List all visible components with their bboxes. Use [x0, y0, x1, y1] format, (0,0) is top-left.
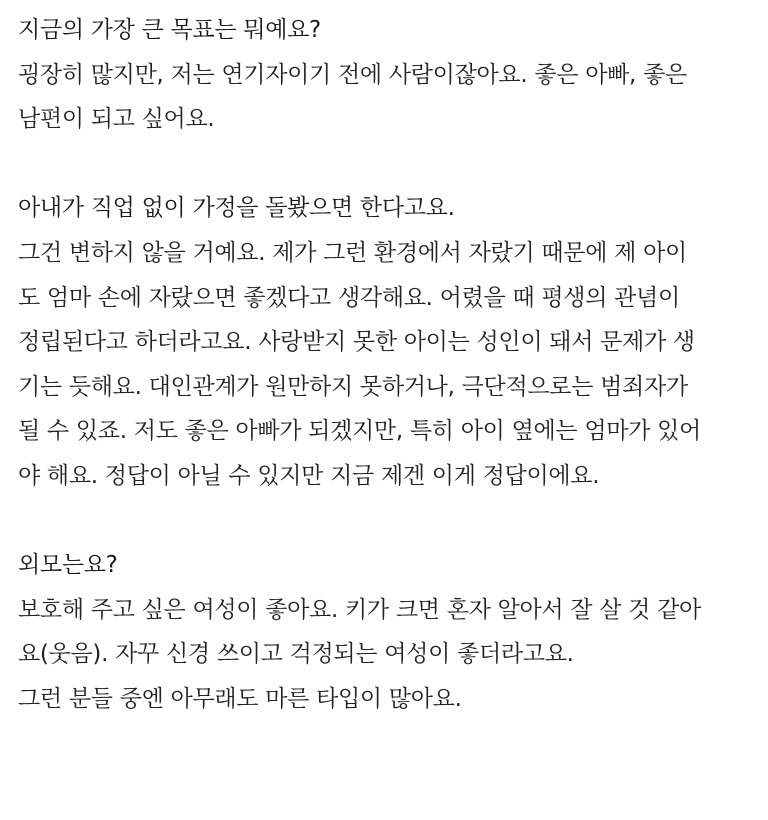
interview-answer-line: 도 엄마 손에 자랐으면 좋겠다고 생각해요. 어렸을 때 평생의 관념이: [18, 284, 680, 311]
interview-answer-line: 기는 듯해요. 대인관계가 원만하지 못하거나, 극단적으로는 범죄자가: [18, 373, 688, 400]
interview-question: 아내가 직업 없이 가정을 돌봤으면 한다고요.: [18, 195, 455, 222]
interview-answer-line: 남편이 되고 싶어요.: [18, 106, 215, 133]
interview-question: 외모는요?: [18, 552, 118, 579]
interview-answer-line: 요(웃음). 자꾸 신경 쓰이고 걱정되는 여성이 좋더라고요.: [18, 641, 574, 668]
interview-answer-line: 그건 변하지 않을 거예요. 제가 그런 환경에서 자랐기 때문에 제 아이: [18, 239, 687, 266]
interview-answer-line: 정립된다고 하더라고요. 사랑받지 못한 아이는 성인이 돼서 문제가 생: [18, 329, 695, 356]
interview-question: 지금의 가장 큰 목표는 뭐예요?: [18, 17, 321, 43]
interview-answer-line: 보호해 주고 싶은 여성이 좋아요. 키가 크면 혼자 알아서 잘 살 것 같아: [18, 596, 701, 623]
paragraph-spacer: [18, 142, 768, 187]
paragraph-spacer: [18, 499, 768, 544]
interview-answer-line: 그런 분들 중엔 아무래도 마른 타입이 많아요.: [18, 685, 462, 712]
interview-answer-line: 굉장히 많지만, 저는 연기자이기 전에 사람이잖아요. 좋은 아빠, 좋은: [18, 61, 687, 88]
interview-answer-line: 될 수 있죠. 저도 좋은 아빠가 되겠지만, 특히 아이 옆에는 엄마가 있어: [18, 418, 701, 445]
interview-answer-line: 야 해요. 정답이 아닐 수 있지만 지금 제겐 이게 정답이에요.: [18, 462, 600, 489]
